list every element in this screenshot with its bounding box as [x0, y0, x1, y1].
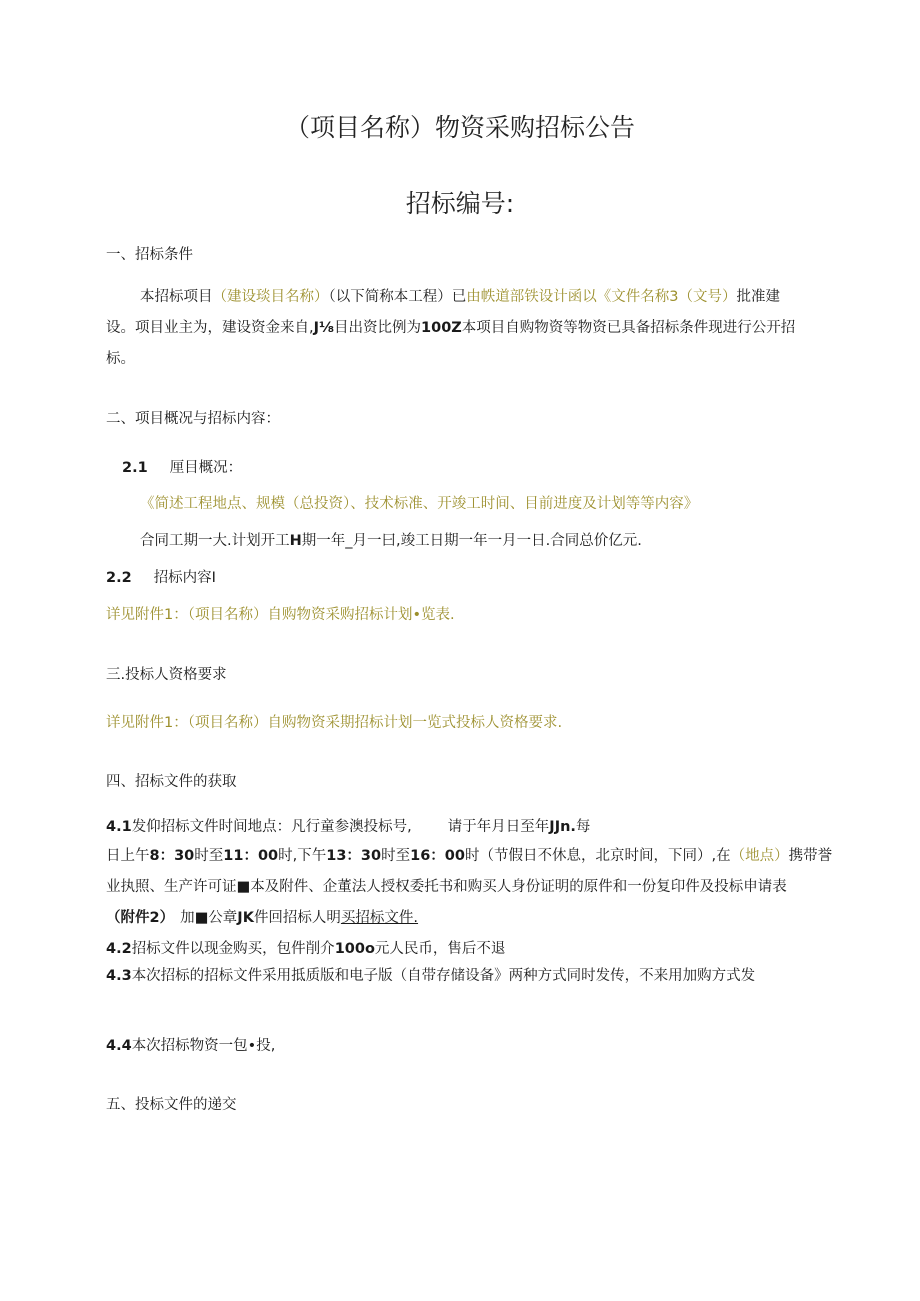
- clause-number: 4.2: [106, 941, 132, 957]
- subsection-2-2: [106, 567, 216, 589]
- subsection-2-1: [122, 457, 242, 479]
- text: JK: [237, 910, 254, 926]
- text: 100o: [334, 941, 375, 957]
- text: 携带誉: [788, 848, 833, 864]
- text: 请于年月日至年: [447, 819, 550, 835]
- time: 8：30: [149, 848, 195, 864]
- text: 期一年_月一曰,竣工日期一年一月一日.合同总价亿元.: [301, 533, 642, 549]
- clause-4-4: [106, 1035, 275, 1057]
- text: 招标文件以现金购买，包件削介: [131, 941, 335, 957]
- section-1-paragraph-line-1: [140, 286, 780, 308]
- text: 合同工期一大.计划开工: [140, 533, 290, 549]
- project-name-placeholder: （建设琰目名称）: [212, 289, 329, 305]
- clause-4-1-line-4: [106, 907, 418, 929]
- section-5-heading: 五、投标文件的递交: [106, 1097, 237, 1113]
- text: （附件2）: [106, 910, 175, 926]
- contract-period-line: [140, 530, 642, 552]
- text: （以下简称本工程）已: [328, 289, 467, 305]
- text: 元人民币，售后不退: [374, 941, 506, 957]
- clause-4-2: [106, 938, 505, 960]
- clause-number: 4.3: [106, 968, 132, 984]
- clause-4-1-line-3: 业执照、生产许可证■本及附件、企董法人授权委托书和购买人身份证明的原件和一份复印件及投标申请表: [106, 879, 787, 895]
- subsection-label: 厘目概况：: [169, 460, 243, 476]
- text: 本次招标物资一包•投,: [131, 1038, 276, 1054]
- text: 日上午: [106, 848, 150, 864]
- subsection-number: 2.1: [122, 460, 148, 476]
- text: 本次招标的招标文件采用抵质版和电子版（自带存储设备》两种方式同时发传，不来用加购方式发: [131, 968, 756, 984]
- text: 本项目自购物资等物资已具备招标条件现进行公开招: [461, 320, 796, 336]
- time: 11：00: [223, 848, 279, 864]
- clause-4-1-line-1: [106, 816, 590, 838]
- page-title: （项目名称）物资采购招标公告: [284, 113, 635, 142]
- text: 100Z: [421, 320, 462, 336]
- text: 买招标文件.: [340, 910, 419, 926]
- clause-number: 4.1: [106, 819, 132, 835]
- section-4-heading: 四、招标文件的获取: [106, 774, 237, 790]
- section-3-heading: 三.投标人资格要求: [106, 667, 227, 683]
- text: 件回招标人明: [253, 910, 341, 926]
- text: 发仰招标文件时间地点：凡行童参澳投标号,: [131, 819, 412, 835]
- text: J⅛: [313, 320, 335, 336]
- time: 16：00: [410, 848, 465, 864]
- subsection-number: 2.2: [106, 570, 132, 586]
- text: 时,下午: [278, 848, 327, 864]
- clause-4-3: [106, 965, 755, 987]
- text: 加■公章: [180, 910, 238, 926]
- text: 批准建: [736, 289, 780, 305]
- text: H: [289, 533, 302, 549]
- section-1-paragraph-line-2: [106, 317, 795, 339]
- approval-document-placeholder: 由帙道部铁设计函以《文件名称3（文号）: [466, 289, 737, 305]
- text: 时（节假日不休息，北京时间，下同）,在: [464, 848, 731, 864]
- text: 时至: [381, 848, 411, 864]
- text: 本招标项目: [140, 289, 213, 305]
- location-placeholder: （地点）: [730, 848, 789, 864]
- section-2-heading: 二、项目概况与招标内容：: [106, 411, 280, 427]
- attachment-1-reference: 详见附件1：（项目名称）自购物资采购招标计划•览表.: [106, 607, 455, 623]
- text: 时至: [194, 848, 224, 864]
- text: 目出资比例为: [334, 320, 422, 336]
- qualification-requirements-reference: 详见附件1：（项目名称）自购物资采期招标计划一览式投标人资格要求.: [106, 715, 563, 731]
- section-1-paragraph-line-3: 标。: [106, 351, 135, 367]
- bid-number-label: 招标编号:: [405, 189, 515, 218]
- project-overview-placeholder: 《简述工程地点、规模（总投资）、技术标准、开竣工时间、目前进度及计划等等内容》: [140, 496, 699, 512]
- subsection-label: 招标内容I: [153, 570, 216, 586]
- text: JJn.: [549, 819, 576, 835]
- text: 设。项目业主为，建设资金来自,: [106, 320, 314, 336]
- clause-number: 4.4: [106, 1038, 132, 1054]
- clause-4-1-line-2: [106, 845, 832, 867]
- text: 每: [575, 819, 591, 835]
- section-1-heading: 一、招标条件: [106, 247, 193, 263]
- time: 13：30: [326, 848, 382, 864]
